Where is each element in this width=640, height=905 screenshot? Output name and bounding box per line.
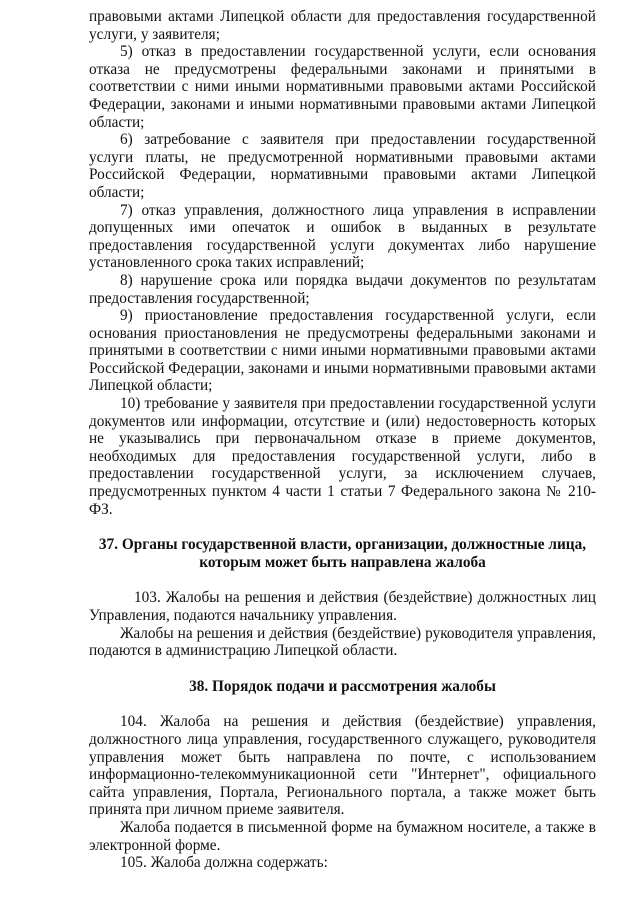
list-item-5: 5) отказ в предоставлении государственной услуги, если основания отказа не предусмотрены федеральными законами и принятыми в соответствии с ними иными нормативными правовыми актами Российской Федерации, законами и иными нормативными правовыми актами Липецкой области; bbox=[89, 43, 596, 131]
paragraph-continuation: правовыми актами Липецкой области для предоставления государственной услуги, у заявителя; bbox=[89, 8, 596, 43]
section-37-heading: 37. Органы государственной власти, организации, должностные лица, которым может быть направлена жалоба bbox=[98, 536, 587, 571]
paragraph-104: 104. Жалоба на решения и действия (бездействие) управления, должностного лица управления, государственного служащего, руководителя управления может быть направлена по почте, с использованием информационно-телекоммуникационной сети "Интернет", официального сайта управления, Портала, Регионального портала, а также может быть принята при личном приеме заявителя. bbox=[89, 713, 596, 819]
paragraph-104-continued: Жалоба подается в письменной форме на бумажном носителе, а также в электронной форме. bbox=[89, 818, 596, 854]
list-item-9: 9) приостановление предоставления государственной услуги, если основания приостановления не предусмотрены федеральными законами и принятыми в соответствии с ними иными нормативными правовыми актами Российской Федерации, законами и иными нормативными правовыми актами Липецкой области; bbox=[89, 307, 596, 395]
paragraph-103: 103. Жалобы на решения и действия (бездействие) должностных лиц Управления, подаются начальнику управления. bbox=[89, 589, 596, 624]
list-item-7: 7) отказ управления, должностного лица управления в исправлении допущенных ими опечаток и ошибок в выданных в результате предоставления государственной услуги документах либо нарушение установленного срока таких исправлений; bbox=[89, 201, 596, 272]
section-38-heading: 38. Порядок подачи и рассмотрения жалобы bbox=[189, 677, 496, 695]
paragraph-103-continued: Жалобы на решения и действия (бездействие) руководителя управления, подаются в администрацию Липецкой области. bbox=[89, 624, 596, 660]
list-item-10: 10) требование у заявителя при предоставлении государственной услуги документов или информации, отсутствие и (или) недостоверность которых не указывались при первоначальном отказе в приеме документов, необходимых для предоставления государственной услуги, либо в предоставлении государственной услуги, за исключением случаев, предусмотренных пунктом 4 части 1 статьи 7 Федерального закона № 210-ФЗ. bbox=[89, 395, 596, 518]
list-item-8: 8) нарушение срока или порядка выдачи документов по результатам предоставления государственной; bbox=[89, 271, 596, 307]
list-item-6: 6) затребование с заявителя при предоставлении государственной услуги платы, не предусмотренной нормативными правовыми актами Российской Федерации, нормативными правовыми актами Липецкой области; bbox=[89, 131, 596, 201]
paragraph-105: 105. Жалоба должна содержать: bbox=[120, 854, 328, 872]
